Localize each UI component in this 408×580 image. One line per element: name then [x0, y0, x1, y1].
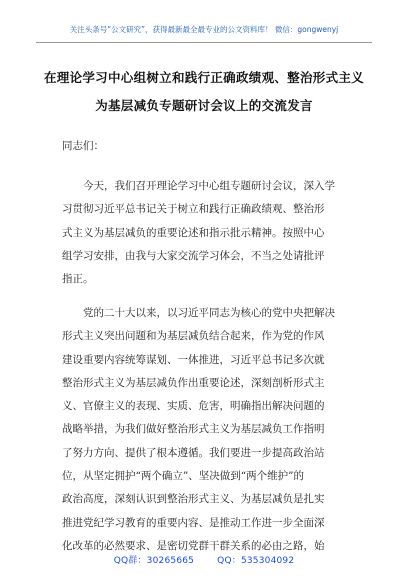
paragraph-line: 化改革的必然要求、是密切党群干群关系的必由之路，始 — [62, 539, 325, 552]
paragraph-line: 建设重要内容统筹谋划、一体推进，习近平总书记多次就 — [62, 353, 325, 366]
footer-qq-contact: QQ：535304092 — [217, 556, 295, 566]
document-header-notice: 关注头条号“公文研究”，获得最新最全最专业的公文资料库！ 微信：gongwenyj — [69, 25, 339, 34]
paragraph-line: 组学习安排，由我与大家交流学习体会，不当之处请批评 — [62, 249, 325, 262]
paragraph-1 — [62, 175, 348, 291]
paragraph-line: 今天，我们召开理论学习中心组专题研讨会议，深入学 — [83, 180, 335, 192]
salutation-text: 同志们： — [62, 140, 104, 152]
paragraph-line: 推进党纪学习教育的重要内容、是推动工作进一步全面深 — [62, 516, 325, 529]
paragraph-line: 习贯彻习近平总书记关于树立和践行正确政绩观、整治形 — [62, 203, 325, 216]
paragraph-line: 政治高度，深刻认识到整治形式主义、为基层减负是扎实 — [62, 493, 325, 506]
header-divider — [36, 42, 372, 43]
document-title-line-1: 在理论学习中心组树立和践行正确政绩观、整治形式主义 — [43, 70, 364, 85]
paragraph-line: 整治形式主义为基层减负作出重要论述，深刻剖析形式主 — [62, 376, 325, 389]
paragraph-line: 指正。 — [62, 273, 94, 286]
paragraph-line: 形式主义突出问题和为基层减负结合起来，作为党的作风 — [62, 330, 325, 343]
paragraph-line: 义、官僚主义的表现、实质、危害，明确指出解决问题的 — [62, 400, 325, 413]
paragraph-line: 党的二十大以来，以习近平同志为核心的党中央把解决 — [83, 307, 335, 319]
paragraph-line: 式主义为基层减负的重要论述和指示批示精神。按照中心 — [62, 226, 325, 239]
salutation — [62, 135, 348, 158]
document-title-line-2: 为基层减负专题研讨会议上的交流发言 — [95, 98, 313, 113]
paragraph-line: 战略举措，为我们做好整治形式主义为基层减负工作指明 — [62, 423, 325, 436]
paragraph-2 — [62, 302, 348, 558]
footer-qq-group: QQ群：30265665 — [113, 556, 195, 566]
document-footer — [0, 553, 408, 566]
paragraph-line: 位，从坚定拥护“两个确立”、坚决做到“两个维护”的 — [62, 470, 304, 483]
paragraph-line: 了努力方向、提供了根本遵循。我们要进一步提高政治站 — [62, 446, 325, 459]
